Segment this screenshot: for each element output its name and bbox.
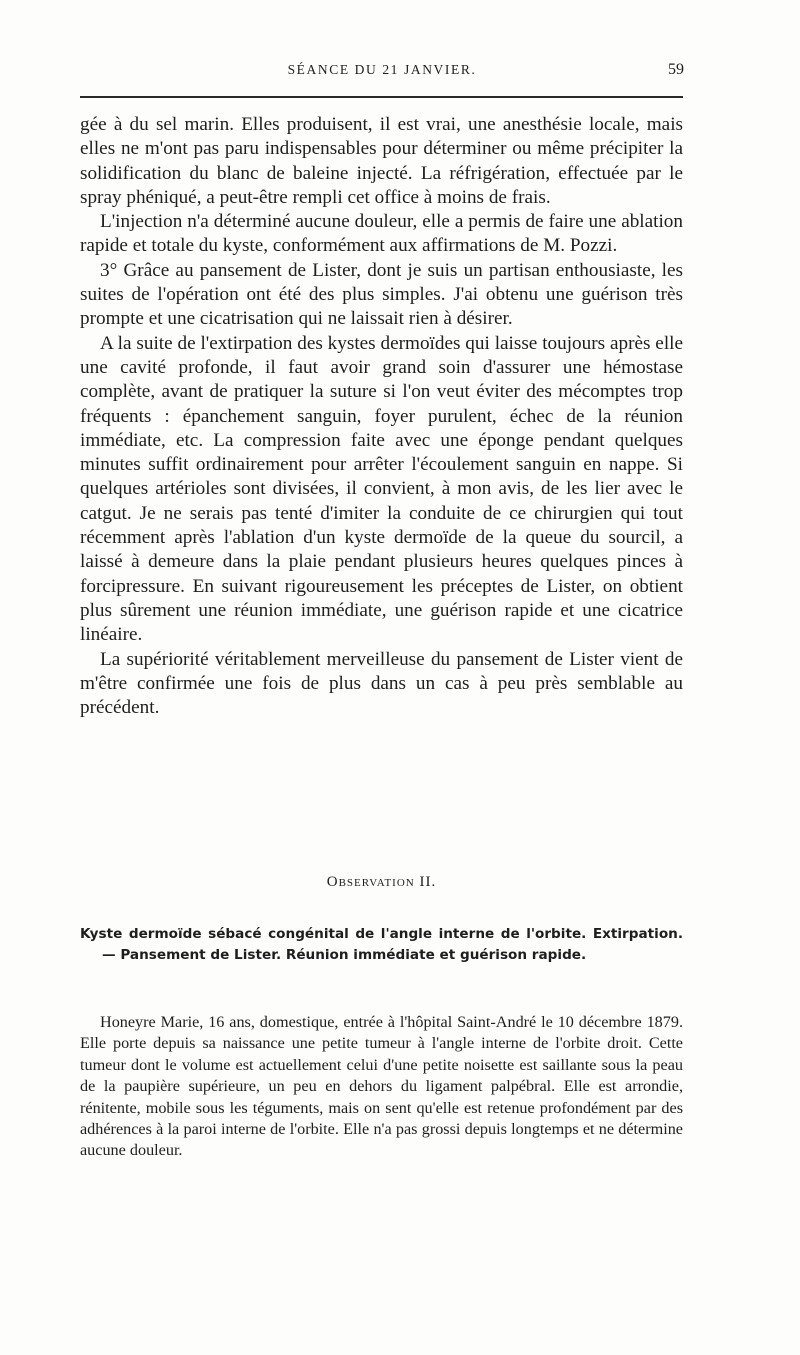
running-head	[80, 62, 684, 84]
paragraph: A la suite de l'extirpation des kystes dermoïdes qui laisse toujours après elle une cavité profonde, il faut avoir grand soin d'assurer une hémostase complète, avant de pratiquer la suture si l'on veut éviter des mécomptes trop fréquents : épanchement sanguin, foyer purulent, échec de la réunion immédiate, etc. La compression faite avec une éponge pendant quelques minutes suffit ordinairement pour arrêter l'écoulement sanguin en nappe. Si quelques artérioles sont divisées, il convient, à mon avis, de les lier avec le catgut. Je ne serais pas tenté d'imiter la conduite de ce chirurgien qui tout récemment après l'ablation d'un kyste dermoïde de la queue du sourcil, a laissé à demeure dans la plaie pendant plusieurs heures quelques pinces à forcipressure. En suivant rigoureusement les préceptes de Lister, on obtient plus sûrement une réunion immédiate, une guérison rapide et une cicatrice linéaire.	[80, 332, 683, 646]
paragraph: La supériorité véritablement merveilleuse du pansement de Lister vient de m'être confirmée une fois de plus dans un cas à peu près semblable au précédent.	[80, 648, 683, 719]
paragraph: gée à du sel marin. Elles produisent, il est vrai, une anesthésie locale, mais elles ne m'ont pas paru indispensables pour déterminer ou même précipiter la solidification du blanc de baleine injecté. La réfrigération, effectuée par le spray phéniqué, a peut-être rempli cet office à moins de frais.	[80, 114, 683, 208]
paragraph: 3° Grâce au pansement de Lister, dont je suis un partisan enthousiaste, les suites de l'opération ont été des plus simples. J'ai obtenu une guérison très prompte et une cicatrisation qui ne laissait rien à désirer.	[80, 259, 683, 330]
case-description: Honeyre Marie, 16 ans, domestique, entrée à l'hôpital Saint-André le 10 décembre 1879. Elle porte depuis sa naissance une petite tumeur à l'angle interne de l'orbite droit. Cette tumeur dont le volume est actuellement celui d'une petite noisette est saillante sous la peau de la paupière supérieure, un peu en dehors du ligament palpébral. Elle est arrondie, rénitente, mobile sous les téguments, mais on sent qu'elle est retenue profondément par des adhérences à la paroi interne de l'orbite. Elle n'a pas grossi depuis longtemps et ne détermine aucune douleur.	[80, 1013, 683, 1160]
page-number: 59	[668, 61, 684, 78]
paragraph: L'injection n'a déterminé aucune douleur, elle a permis de faire une ablation rapide et totale du kyste, conformément aux affirmations de M. Pozzi.	[80, 211, 683, 257]
header-rule	[80, 96, 683, 98]
running-title: SÉANCE DU 21 JANVIER.	[287, 62, 477, 77]
case-title: Kyste dermoïde sébacé congénital de l'angle interne de l'orbite. Extirpation. — Pansement de Lister. Réunion immédiate et guérison rapide.	[80, 926, 683, 963]
body-text	[80, 113, 683, 720]
observation-heading: Observation II.	[326, 874, 437, 890]
